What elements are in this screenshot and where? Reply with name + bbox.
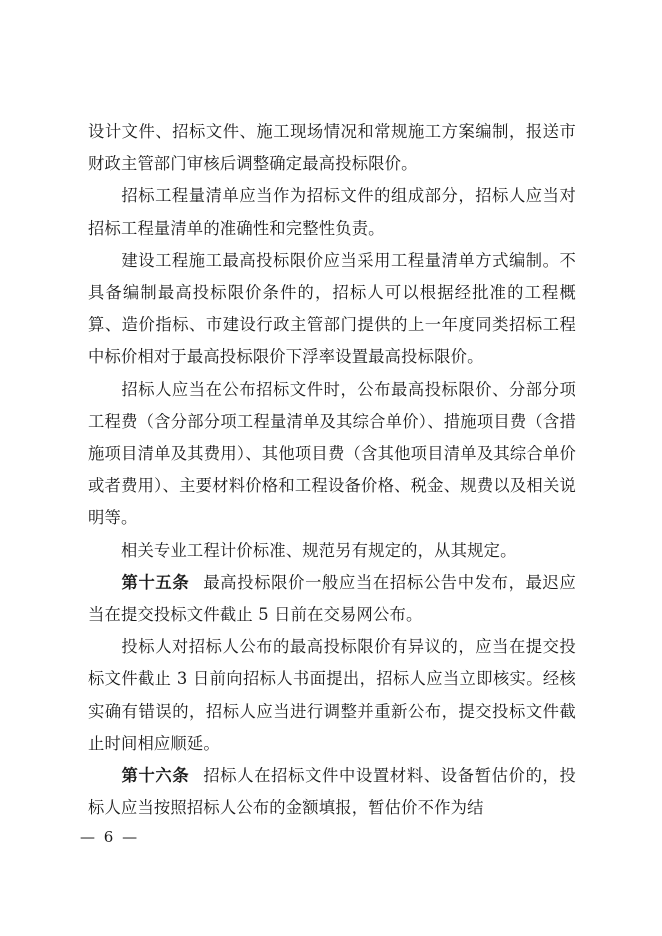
article-16-text: 招标人在招标文件中设置材料、设备暂估价的，投标人应当按照招标人公布的金额填报，暂估价不作为结 [88, 766, 576, 818]
paragraph-3-text: 建设工程施工最高投标限价应当采用工程量清单方式编制。不具备编制最高投标限价条件的，招标人可以根据经批准的工程概算、造价指标、市建设行政主管部门提供的上一年度同类招标工程中标价相对于最高投标限价下浮率设置最高投标限价。 [88, 250, 576, 367]
paragraph-2 [88, 180, 576, 244]
paragraph-7-text: 投标人对招标人公布的最高投标限价有异议的，应当在提交投标文件截止 3 日前向招标人书面提出，招标人应当立即核实。经核实确有错误的，招标人应当进行调整并重新公布，提交投标文件截止时间相应顺延。 [88, 637, 576, 753]
paragraph-5 [88, 535, 576, 567]
article-15 [88, 567, 576, 631]
paragraph-4 [88, 374, 576, 535]
paragraph-1 [88, 116, 576, 180]
document-body [88, 116, 576, 824]
article-16-title: 第十六条 [121, 766, 190, 786]
paragraph-5-text: 相关专业工程计价标准、规范另有规定的，从其规定。 [121, 540, 517, 560]
paragraph-2-text: 招标工程量清单应当作为招标文件的组成部分，招标人应当对招标工程量清单的准确性和完整性负责。 [88, 186, 576, 238]
paragraph-1-text: 设计文件、招标文件、施工现场情况和常规施工方案编制，报送市财政主管部门审核后调整确定最高投标限价。 [88, 122, 576, 174]
article-15-text: 最高投标限价一般应当在招标公告中发布，最迟应当在提交投标文件截止 5 日前在交易网公布。 [88, 572, 576, 625]
page-number: — 6 — [80, 828, 140, 846]
article-15-title: 第十五条 [121, 572, 190, 592]
paragraph-7 [88, 631, 576, 760]
paragraph-4-text: 招标人应当在公布招标文件时，公布最高投标限价、分部分项工程费（含分部分项工程量清单及其综合单价）、措施项目费（含措施项目清单及其费用）、其他项目费（含其他项目清单及其综合单价或者费用）、主要材料价格和工程设备价格、税金、规费以及相关说明等。 [88, 379, 576, 528]
article-16 [88, 760, 576, 824]
paragraph-3 [88, 245, 576, 374]
